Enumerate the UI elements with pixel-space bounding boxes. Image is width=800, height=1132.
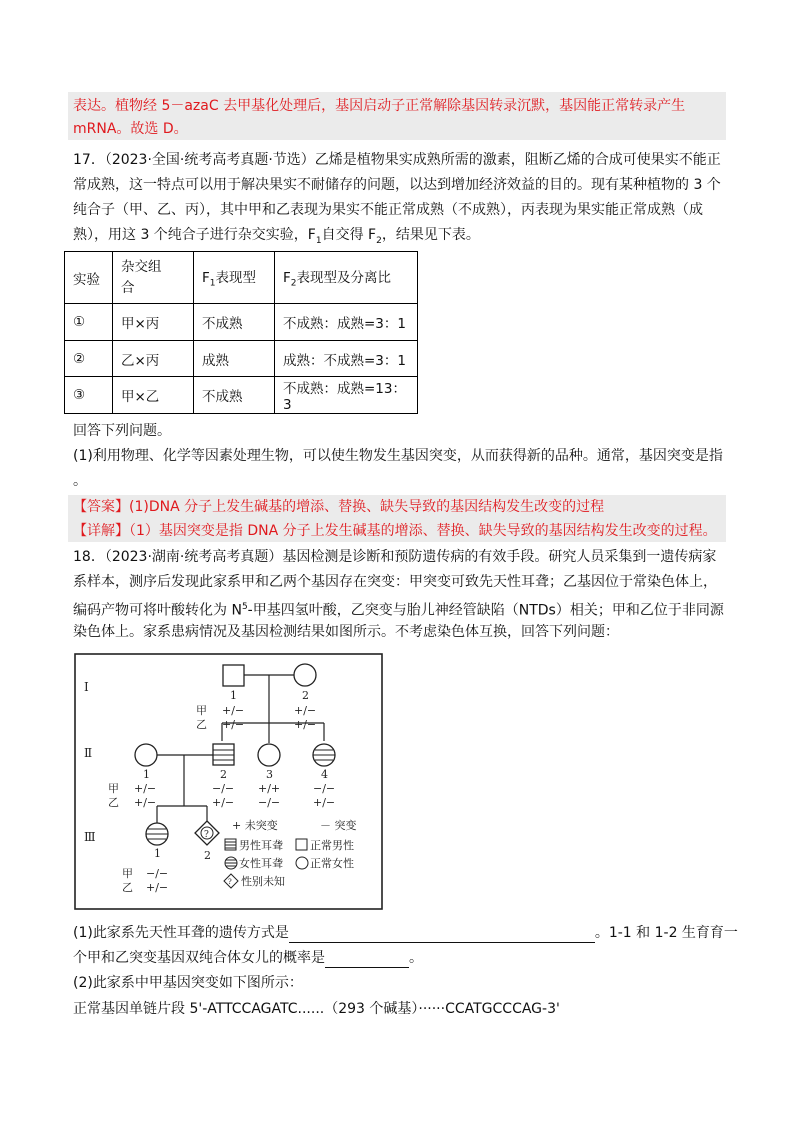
svg-text:+/+: +/+ <box>258 782 281 795</box>
q18-subquestion-1: (1)此家系先天性耳聋的遗传方式是 。1-1 和 1-2 生育育一 <box>73 925 738 941</box>
svg-text:+/−: +/− <box>313 796 336 809</box>
cell-cross: 甲×丙 <box>113 304 194 341</box>
svg-text:−/−: −/− <box>258 796 281 809</box>
q17-line-1: 17．（2023·全国·统考高考真题·节选）乙烯是植物果实成熟所需的激素，阻断乙烯的合成可使果实不能正 <box>73 152 721 168</box>
q17-line-3: 纯合子（甲、乙、丙），其中甲和乙表现为果实不能正常成熟（不成熟），丙表现为果实能正常成熟（成 <box>73 202 703 218</box>
q17-answer: 【答案】(1)DNA 分子上发生碱基的增添、替换、缺失导致的基因结构发生改变的过程 <box>73 499 605 515</box>
q17-line-4: 熟），用这 3 个纯合子进行杂交实验，$F_1$自交得 $F_2$，结果见下表。 <box>73 227 480 246</box>
cell-cross: 乙×丙 <box>113 341 194 377</box>
q18-line-3: 编码产物可将叶酸转化为 $N^5-$甲基四氢叶酸，乙突变与胎儿神经管缺陷（NTDs）相关；甲和乙位于非同源 <box>73 602 724 619</box>
svg-text:2: 2 <box>204 849 211 862</box>
q18-sequence: 正常基因单链片段 5'-ATTCCAGATC......（293 个碱基）······CCATGCCCAG-3' <box>73 1001 560 1017</box>
cell-id: ③ <box>65 377 113 414</box>
svg-text:甲: 甲 <box>196 704 207 717</box>
cross-results-table <box>64 251 418 414</box>
gen-label-II: Ⅱ <box>84 746 93 760</box>
header-experiment: 实验 <box>65 252 113 304</box>
top-answer-line-2: mRNA。故选 D。 <box>73 121 188 137</box>
svg-text:+/−: +/− <box>146 881 169 894</box>
gen-label-III: Ⅲ <box>84 830 96 844</box>
svg-text:?: ? <box>228 878 232 886</box>
pedigree-figure <box>74 653 383 910</box>
q17-after-table: 回答下列问题。 <box>73 423 171 439</box>
cell-cross: 甲×乙 <box>113 377 194 414</box>
cell-f1: 不成熟 <box>194 377 275 414</box>
svg-text:+/−: +/− <box>222 718 245 731</box>
svg-text:−/−: −/− <box>146 867 169 880</box>
cell-id: ② <box>65 341 113 377</box>
pedigree-I1-normal-male <box>223 665 244 686</box>
pedigree-II3-normal-female <box>258 744 280 766</box>
svg-text:+/−: +/− <box>134 796 157 809</box>
pedigree-II2-deaf-male <box>213 744 234 765</box>
cell-f2: 不成熟：成熟=13：3 <box>275 377 418 414</box>
svg-text:乙: 乙 <box>122 881 133 894</box>
pedigree-II4-deaf-female <box>313 744 335 766</box>
q17-subquestion-1: (1)利用物理、化学等因素处理生物，可以使生物发生基因突变，从而获得新的品种。通常，基因突变是指 <box>73 448 723 464</box>
svg-text:+/−: +/− <box>294 718 317 731</box>
svg-text:−/−: −/− <box>212 782 235 795</box>
svg-text:－ 突变: － 突变 <box>320 819 357 832</box>
svg-text:2: 2 <box>302 689 309 702</box>
q17-subquestion-1-end: 。 <box>73 473 87 489</box>
cell-f2: 成熟：不成熟=3：1 <box>275 341 418 377</box>
svg-text:4: 4 <box>321 768 328 781</box>
header-f2: $F_2$表现型及分离比 <box>275 252 418 304</box>
svg-text:+ 未突变: + 未突变 <box>232 819 278 832</box>
svg-text:1: 1 <box>143 768 150 781</box>
svg-text:+/−: +/− <box>294 704 317 717</box>
pedigree-III1-deaf-female <box>146 823 168 845</box>
gen-label-I: Ⅰ <box>84 680 89 694</box>
svg-text:甲: 甲 <box>122 867 133 880</box>
svg-text:3: 3 <box>266 768 273 781</box>
svg-text:男性耳聋: 男性耳聋 <box>239 839 283 852</box>
cell-f2: 不成熟：成熟=3：1 <box>275 304 418 341</box>
q18-line-2: 系样本，测序后发现此家系甲和乙两个基因存在突变：甲突变可致先天性耳聋；乙基因位于常染色体上， <box>73 574 717 590</box>
table-row <box>65 341 418 377</box>
pedigree-I2-normal-female <box>294 664 316 686</box>
svg-text:−/−: −/− <box>313 782 336 795</box>
cell-id: ① <box>65 304 113 341</box>
q18-line-4: 染色体上。家系患病情况及基因检测结果如图所示。不考虑染色体互换，回答下列问题： <box>73 624 619 640</box>
svg-text:?: ? <box>204 830 209 840</box>
top-answer-line-1: 表达。植物经 5－azaC 去甲基化处理后，基因启动子正常解除基因转录沉默，基因能正常转录产生 <box>73 98 686 114</box>
svg-text:正常女性: 正常女性 <box>310 857 354 870</box>
pedigree-II1-normal-female <box>135 744 157 766</box>
svg-text:性别未知: 性别未知 <box>241 875 285 888</box>
q18-subquestion-1-cont: 个甲和乙突变基因双纯合体女儿的概率是 。 <box>73 950 423 966</box>
svg-text:乙: 乙 <box>108 796 119 809</box>
svg-text:女性耳聋: 女性耳聋 <box>239 857 283 870</box>
table-row <box>65 377 418 414</box>
svg-text:2: 2 <box>220 768 227 781</box>
svg-text:+/−: +/− <box>134 782 157 795</box>
header-f1: $F_1$表现型 <box>194 252 275 304</box>
q17-line-2: 常成熟，这一特点可以用于解决果实不耐储存的问题，以达到增加经济效益的目的。现有某种植物的 3 个 <box>73 177 721 193</box>
svg-text:1: 1 <box>154 847 161 860</box>
cell-f1: 成熟 <box>194 341 275 377</box>
svg-text:+/−: +/− <box>222 704 245 717</box>
table-row <box>65 304 418 341</box>
svg-text:1: 1 <box>230 689 237 702</box>
table-header-row <box>65 252 418 304</box>
svg-text:+/−: +/− <box>212 796 235 809</box>
header-cross: 杂交组 合 <box>113 252 194 304</box>
answer-blank-1[interactable] <box>289 927 595 943</box>
q18-subquestion-2: (2)此家系中甲基因突变如下图所示： <box>73 975 303 991</box>
svg-text:正常男性: 正常男性 <box>310 839 354 852</box>
answer-blank-2[interactable] <box>325 952 409 968</box>
q18-line-1: 18．（2023·湖南·统考高考真题）基因检测是诊断和预防遗传病的有效手段。研究人员采集到一遗传病家 <box>73 549 717 565</box>
cell-f1: 不成熟 <box>194 304 275 341</box>
q17-detail: 【详解】（1）基因突变是指 DNA 分子上发生碱基的增添、替换、缺失导致的基因结构发生改变的过程。 <box>73 523 717 539</box>
svg-text:乙: 乙 <box>196 718 207 731</box>
svg-text:甲: 甲 <box>108 782 119 795</box>
